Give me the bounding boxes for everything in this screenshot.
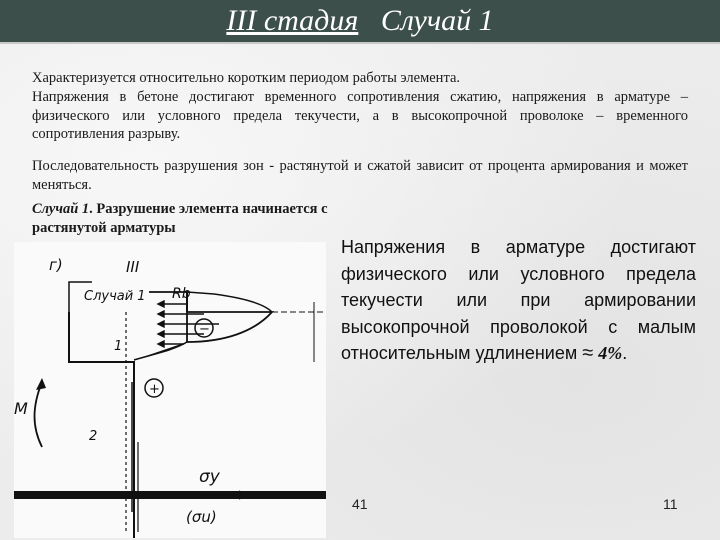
case-description <box>32 200 332 237</box>
case-title: Случай 1 <box>32 201 90 217</box>
label-sigma-u: (σu) <box>186 508 217 526</box>
label-minus: − <box>199 322 210 337</box>
label-case: Случай 1 <box>84 289 146 304</box>
approx-symbol: ≈ <box>582 342 594 364</box>
page-number-left: 41 <box>352 496 368 512</box>
stress-diagram-figure <box>14 242 326 538</box>
title-bar <box>0 0 720 44</box>
label-g: г) <box>49 256 63 274</box>
moment-arrow-head <box>36 378 46 390</box>
title-case: Случай 1 <box>380 4 494 37</box>
compression-curve <box>187 292 272 312</box>
paragraph-2: Напряжения в бетоне достигают временного сопротивления сжатию, напряжения в арматуре – физического или условного предела текучести, а в высокопрочной проволоке – временного сопротивления разрыву. <box>32 89 688 142</box>
paragraph-3: Последовательность разрушения зон - растянутой и сжатой зависит от процента армирования и может меняться. <box>32 158 688 193</box>
moment-arrow <box>35 382 43 447</box>
slide-title <box>226 4 493 38</box>
stress-diagram <box>14 242 326 538</box>
right-text-end: . <box>622 343 628 363</box>
right-text-main: Напряжения в арматуре достигают физического или условного предела текучести или при армировании высокопрочной проволокой с малым относительным удлинением <box>341 237 696 363</box>
title-stage: III стадия <box>226 4 359 37</box>
percent-value: 4% <box>598 343 623 363</box>
paragraph-1: Характеризуется относительно коротким периодом работы элемента. <box>32 70 461 86</box>
label-m: M <box>14 399 28 418</box>
page-number-right: 11 <box>663 496 678 512</box>
reinforcement-bar <box>14 491 326 499</box>
element-outline <box>69 312 134 538</box>
right-text-block <box>341 234 696 367</box>
label-sigma-y: σy <box>199 467 220 487</box>
label-1: 1 <box>114 339 123 354</box>
label-2: 2 <box>89 429 98 444</box>
label-stage: III <box>126 258 140 276</box>
case-text: . Разрушение элемента начинается с растянутой арматуры <box>32 201 328 236</box>
label-rb: Rb <box>172 286 191 302</box>
label-plus: + <box>149 382 160 397</box>
